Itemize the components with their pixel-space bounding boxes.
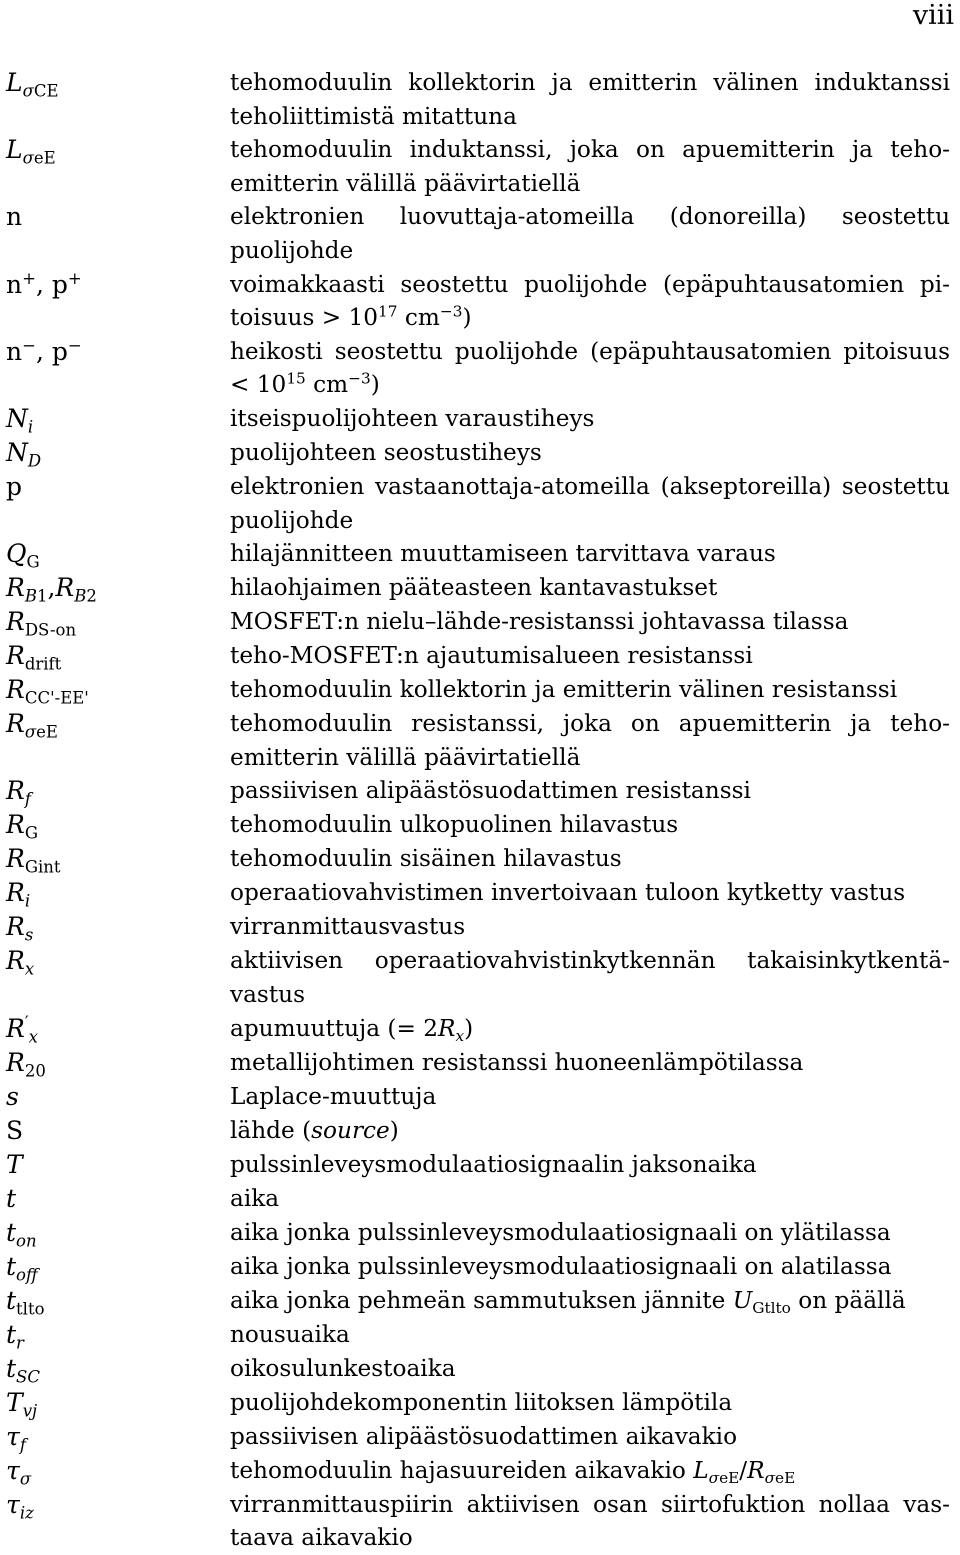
symbol-entry — [6, 910, 950, 944]
entry-description: aktiivisen operaatiovahvistinkytkennän takaisinkytkentävastus — [230, 947, 950, 1008]
entry-description: voimakkaasti seostettu puolijohde (epäpuhtausatomien pitoisuus > $10^{17}$ $cm^{-3}$) — [230, 270, 950, 332]
symbol-entry — [6, 1386, 950, 1420]
entry-symbol: $R'_x$ — [6, 1012, 38, 1046]
entry-description: elektronien luovuttaja-atomeilla (donoreilla) seostettu puolijohde — [230, 203, 950, 264]
symbol-entry — [6, 1046, 950, 1080]
entry-description: oikosulunkestoaika — [230, 1354, 456, 1382]
entry-symbol: $R_f$ — [6, 776, 31, 809]
entry-description: aika jonka pehmeän sammutuksen jännite $U_{Gtlto}$ on päällä — [230, 1286, 906, 1317]
entry-description: tehomoduulin kollektorin ja emitterin välinen resistanssi — [230, 676, 898, 704]
symbol-entry — [6, 639, 950, 673]
entry-description: apumuuttuja (= $2R_x$) — [230, 1014, 474, 1045]
entry-description: aika — [230, 1184, 280, 1212]
entry-symbol: $N_i$ — [6, 403, 34, 437]
symbol-entry — [6, 66, 950, 133]
entry-symbol: $N_D$ — [6, 437, 42, 471]
symbol-entry — [6, 1114, 950, 1148]
entry-symbol: $t_{off}$ — [6, 1251, 38, 1284]
entry-description: MOSFET:n nielu–lähde-resistanssi johtavassa tilassa — [230, 608, 849, 636]
entry-symbol: $R_s$ — [6, 912, 34, 945]
symbol-entry — [6, 1420, 950, 1454]
entry-description: hilaohjaimen pääteasteen kantavastukset — [230, 574, 718, 602]
entry-symbol: S — [6, 1115, 24, 1145]
entry-description: Laplace-muuttuja — [230, 1082, 437, 1110]
symbol-entry — [6, 774, 950, 808]
entry-description: passiivisen alipäästösuodattimen resistanssi — [230, 777, 751, 805]
symbol-entry — [6, 571, 950, 605]
entry-description: pulssinleveysmodulaatiosignaalin jaksonaika — [230, 1150, 757, 1178]
entry-symbol: $R_{Gint}$ — [6, 844, 61, 877]
entry-symbol: $L_{\sigma CE}$ — [6, 68, 59, 101]
entry-symbol: $t_{SC}$ — [6, 1353, 40, 1386]
symbol-entry — [6, 1454, 950, 1488]
entry-description: elektronien vastaanottaja-atomeilla (akseptoreilla) seostettu puolijohde — [230, 472, 950, 534]
entry-description: heikosti seostettu puolijohde (epäpuhtausatomien pitoisuus < $10^{15}$ $cm^{-3}$) — [230, 337, 950, 399]
entry-description: hilajännitteen muuttamiseen tarvittava varaus — [230, 540, 776, 568]
entry-description: puolijohdekomponentin liitoksen lämpötila — [230, 1388, 733, 1416]
entry-symbol: n−, p− — [6, 335, 82, 366]
symbol-entry — [6, 268, 950, 335]
entry-symbol: $R_{drift}$ — [6, 641, 62, 674]
entry-description: tehomoduulin sisäinen hilavastus — [230, 845, 622, 873]
entry-symbol: $t_r$ — [6, 1319, 24, 1352]
symbol-entry — [6, 944, 950, 1011]
entry-symbol: $R_{DS-on}$ — [6, 607, 77, 640]
entry-symbol: T — [6, 1149, 23, 1179]
symbol-entry — [6, 1216, 950, 1250]
symbol-entry — [6, 707, 950, 774]
entry-symbol: $\tau_f$ — [6, 1421, 26, 1454]
symbol-entry — [6, 1012, 950, 1046]
entry-symbol: n+, p+ — [6, 268, 82, 299]
symbol-entry — [6, 842, 950, 876]
entry-description: teho-MOSFET:n ajautumisalueen resistanssi — [230, 642, 753, 670]
entry-symbol: $t_{tlto}$ — [6, 1285, 45, 1318]
entry-description: virranmittauspiirin aktiivisen osan siirtofuktion nollaa vastaava aikavakio — [230, 1490, 950, 1552]
entry-description: itseispuolijohteen varaustiheys — [230, 404, 595, 432]
symbol-entry — [6, 537, 950, 571]
entry-symbol: $T_{vj}$ — [6, 1387, 38, 1420]
entry-symbol: $R_{\sigma eE}$ — [6, 709, 58, 742]
symbol-entry — [6, 1488, 950, 1555]
entry-description: tehomoduulin induktanssi, joka on apuemitterin ja tehoemitterin välillä päävirtatiellä — [230, 136, 950, 197]
entry-description: tehomoduulin kollektorin ja emitterin välinen induktanssi teholiittimistä mitattuna — [230, 69, 950, 130]
entry-description: operaatiovahvistimen invertoivaan tuloon kytketty vastus — [230, 879, 906, 907]
symbol-entry — [6, 1250, 950, 1284]
symbol-entry — [6, 200, 950, 267]
entry-description: tehomoduulin hajasuureiden aikavakio $L_{\sigma eE}/R_{\sigma eE}$ — [230, 1456, 796, 1487]
symbol-entry — [6, 1318, 950, 1352]
page-number: viii — [912, 0, 954, 31]
entry-description: lähde (source) — [230, 1116, 399, 1144]
symbol-entry — [6, 1352, 950, 1386]
entry-symbol: $R_i$ — [6, 878, 31, 911]
entry-symbol: p — [6, 471, 23, 501]
entry-description: aika jonka pulssinleveysmodulaatiosignaali on alatilassa — [230, 1252, 892, 1280]
symbol-entry — [6, 808, 950, 842]
symbol-entry — [6, 1080, 950, 1114]
symbol-entry — [6, 335, 950, 402]
symbol-entry — [6, 1148, 950, 1182]
symbol-entry — [6, 402, 950, 436]
symbol-entry — [6, 436, 950, 470]
entry-symbol: n — [6, 202, 23, 232]
symbol-list — [6, 66, 950, 1555]
entry-symbol: $R_{CC'-EE'}$ — [6, 675, 89, 708]
entry-description: nousuaika — [230, 1320, 350, 1348]
symbol-entry — [6, 605, 950, 639]
entry-symbol: $R_G$ — [6, 810, 39, 843]
entry-description: tehomoduulin resistanssi, joka on apuemitterin ja tehoemitterin välillä päävirtatiellä — [230, 710, 950, 771]
symbol-entry — [6, 1284, 950, 1318]
entry-symbol: $R_{B1},R_{B2}$ — [6, 573, 97, 606]
entry-symbol: $\tau_{iz}$ — [6, 1489, 34, 1522]
entry-description: tehomoduulin ulkopuolinen hilavastus — [230, 811, 679, 839]
entry-symbol: s — [6, 1081, 19, 1111]
entry-symbol: $R_{20}$ — [6, 1047, 46, 1080]
entry-description: metallijohtimen resistanssi huoneenlämpötilassa — [230, 1048, 804, 1076]
entry-description: aika jonka pulssinleveysmodulaatiosignaali on ylätilassa — [230, 1218, 891, 1246]
symbol-entry — [6, 470, 950, 537]
symbol-entry — [6, 1182, 950, 1216]
entry-symbol: $R_x$ — [6, 946, 35, 979]
entry-symbol: $\tau_\sigma$ — [6, 1455, 32, 1488]
entry-symbol: t — [6, 1183, 17, 1213]
entry-symbol: $Q_G$ — [6, 539, 40, 572]
entry-description: puolijohteen seostustiheys — [230, 438, 542, 466]
symbol-entry — [6, 876, 950, 910]
entry-symbol: $L_{\sigma eE}$ — [6, 135, 56, 168]
entry-description: passiivisen alipäästösuodattimen aikavakio — [230, 1422, 738, 1450]
symbol-entry — [6, 133, 950, 200]
entry-symbol: $t_{on}$ — [6, 1217, 37, 1250]
entry-description: virranmittausvastus — [230, 913, 466, 941]
symbol-entry — [6, 673, 950, 707]
